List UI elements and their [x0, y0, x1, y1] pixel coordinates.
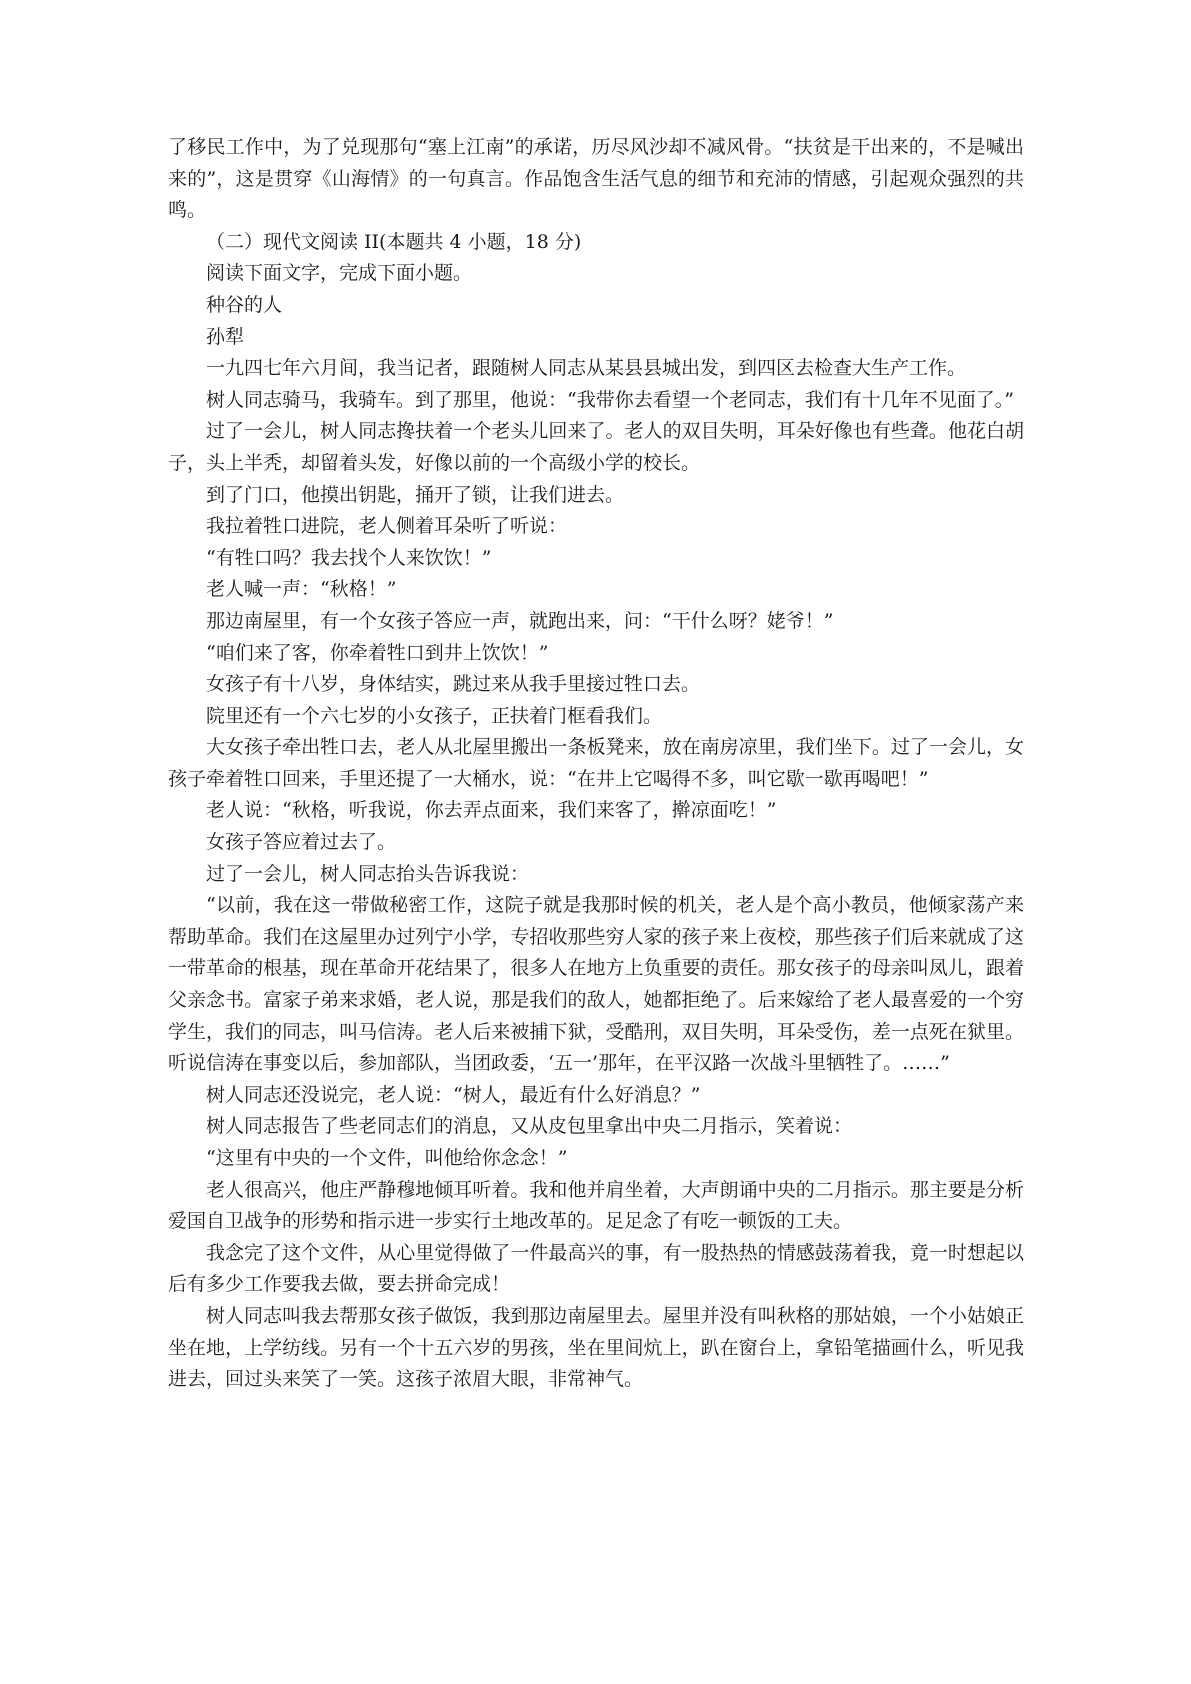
paragraph: 到了门口，他摸出钥匙，捅开了锁，让我们进去。 — [206, 483, 625, 506]
section-heading: （二）现代文阅读 II(本题共 4 小题，18 分) — [206, 230, 582, 253]
paragraph: 树人同志还没说完，老人说：“树人，最近有什么好消息？” — [206, 1083, 701, 1106]
paragraph: 我拉着牲口进院，老人侧着耳朵听了听说： — [206, 515, 568, 538]
paragraph: “这里有中央的一个文件，叫他给你念念！” — [206, 1147, 568, 1169]
paragraph: 树人同志骑马，我骑车。到了那里，他说：“我带你去看望一个老同志，我们有十几年不见面了。” — [206, 388, 1014, 411]
paragraph: 过了一会儿，树人同志搀扶着一个老头儿回来了。老人的双目失明，耳朵好像也有些聋。他花白胡子，头上半秃，却留着头发，好像以前的一个高级小学的校长。 — [168, 420, 1024, 474]
paragraph: 我念完了这个文件，从心里觉得做了一件最高兴的事，有一股热热的情感鼓荡着我，竟一时想起以后有多少工作要我去做，要去拼命完成！ — [168, 1241, 1024, 1296]
paragraph: 女孩子有十八岁，身体结实，跳过来从我手里接过牲口去。 — [206, 673, 701, 696]
paragraph: “有牲口吗？我去找个人来饮饮！” — [206, 546, 492, 569]
paragraph: 过了一会儿，树人同志抬头告诉我说： — [206, 862, 530, 885]
paragraph: 院里还有一个六七岁的小女孩子，正扶着门框看我们。 — [206, 704, 663, 727]
document-page — [168, 132, 1024, 1396]
paragraph: “咱们来了客，你牵着牲口到井上饮饮！” — [206, 641, 549, 664]
paragraph: “以前，我在这一带做秘密工作，这院子就是我那时候的机关，老人是个高小教员，他倾家荡产来帮助革命。我们在这屋里办过列宁小学，专招收那些穷人家的孩子来上夜校，那些孩子们后来就成了这一带革命的根基，现在革命开花结果了，很多人在地方上负重要的责任。那女孩子的母亲叫凤儿，跟着父亲念书。富家子弟来求婚，老人说，那是我们的敌人，她都拒绝了。后来嫁给了老人最喜爱的一个穷学生，我们的同志，叫马信涛。老人后来被捕下狱，受酷刑，双目失明，耳朵受伤，差一点死在狱里。听说信涛在事变以后，参加部队，当团政委，‘五一’那年，在平汉路一次战斗里牺牲了。……” — [168, 894, 1024, 1075]
article-title: 种谷的人 — [206, 293, 283, 316]
paragraph: 大女孩子牵出牲口去，老人从北屋里搬出一条板凳来，放在南房凉里，我们坐下。过了一会儿，女孩子牵着牲口回来，手里还提了一大桶水，说：“在井上它喝得不多，叫它歇一歇再喝吧！” — [168, 736, 1024, 790]
paragraph: 老人说：“秋格，听我说，你去弄点面来，我们来客了，擀凉面吃！” — [206, 799, 777, 822]
paragraph: 树人同志叫我去帮那女孩子做饭，我到那边南屋里去。屋里并没有叫秋格的那姑娘，一个小姑娘正坐在地，上学纺线。另有一个十五六岁的男孩，坐在里间炕上，趴在窗台上，拿铅笔描画什么，听见我进去，回过头来笑了一笑。这孩子浓眉大眼，非常神气。 — [168, 1304, 1024, 1391]
paragraph: 老人喊一声：“秋格！” — [206, 578, 397, 601]
paragraph: 那边南屋里，有一个女孩子答应一声，就跑出来，问：“干什么呀？姥爷！” — [206, 609, 834, 632]
paragraph: 一九四七年六月间，我当记者，跟随树人同志从某县县城出发，到四区去检查大生产工作。 — [206, 357, 967, 380]
article-author: 孙犁 — [206, 325, 245, 348]
paragraph: 树人同志报告了些老同志们的消息，又从皮包里拿出中央二月指示，笑着说： — [206, 1115, 853, 1138]
instruction-text: 阅读下面文字，完成下面小题。 — [206, 262, 473, 285]
paragraph: 老人很高兴，他庄严静穆地倾耳听着。我和他并肩坐着，大声朗诵中央的二月指示。那主要是分析爱国自卫战争的形势和指示进一步实行土地改革的。足足念了有吃一顿饭的工夫。 — [168, 1178, 1024, 1233]
paragraph: 女孩子答应着过去了。 — [206, 831, 397, 854]
paragraph-continuation: 了移民工作中，为了兑现那句“塞上江南”的承诺，历尽风沙却不减风骨。“扶贫是干出来的，不是喊出来的”，这是贯穿《山海情》的一句真言。作品饱含生活气息的细节和充沛的情感，引起观众强烈的共鸣。 — [168, 136, 1024, 222]
